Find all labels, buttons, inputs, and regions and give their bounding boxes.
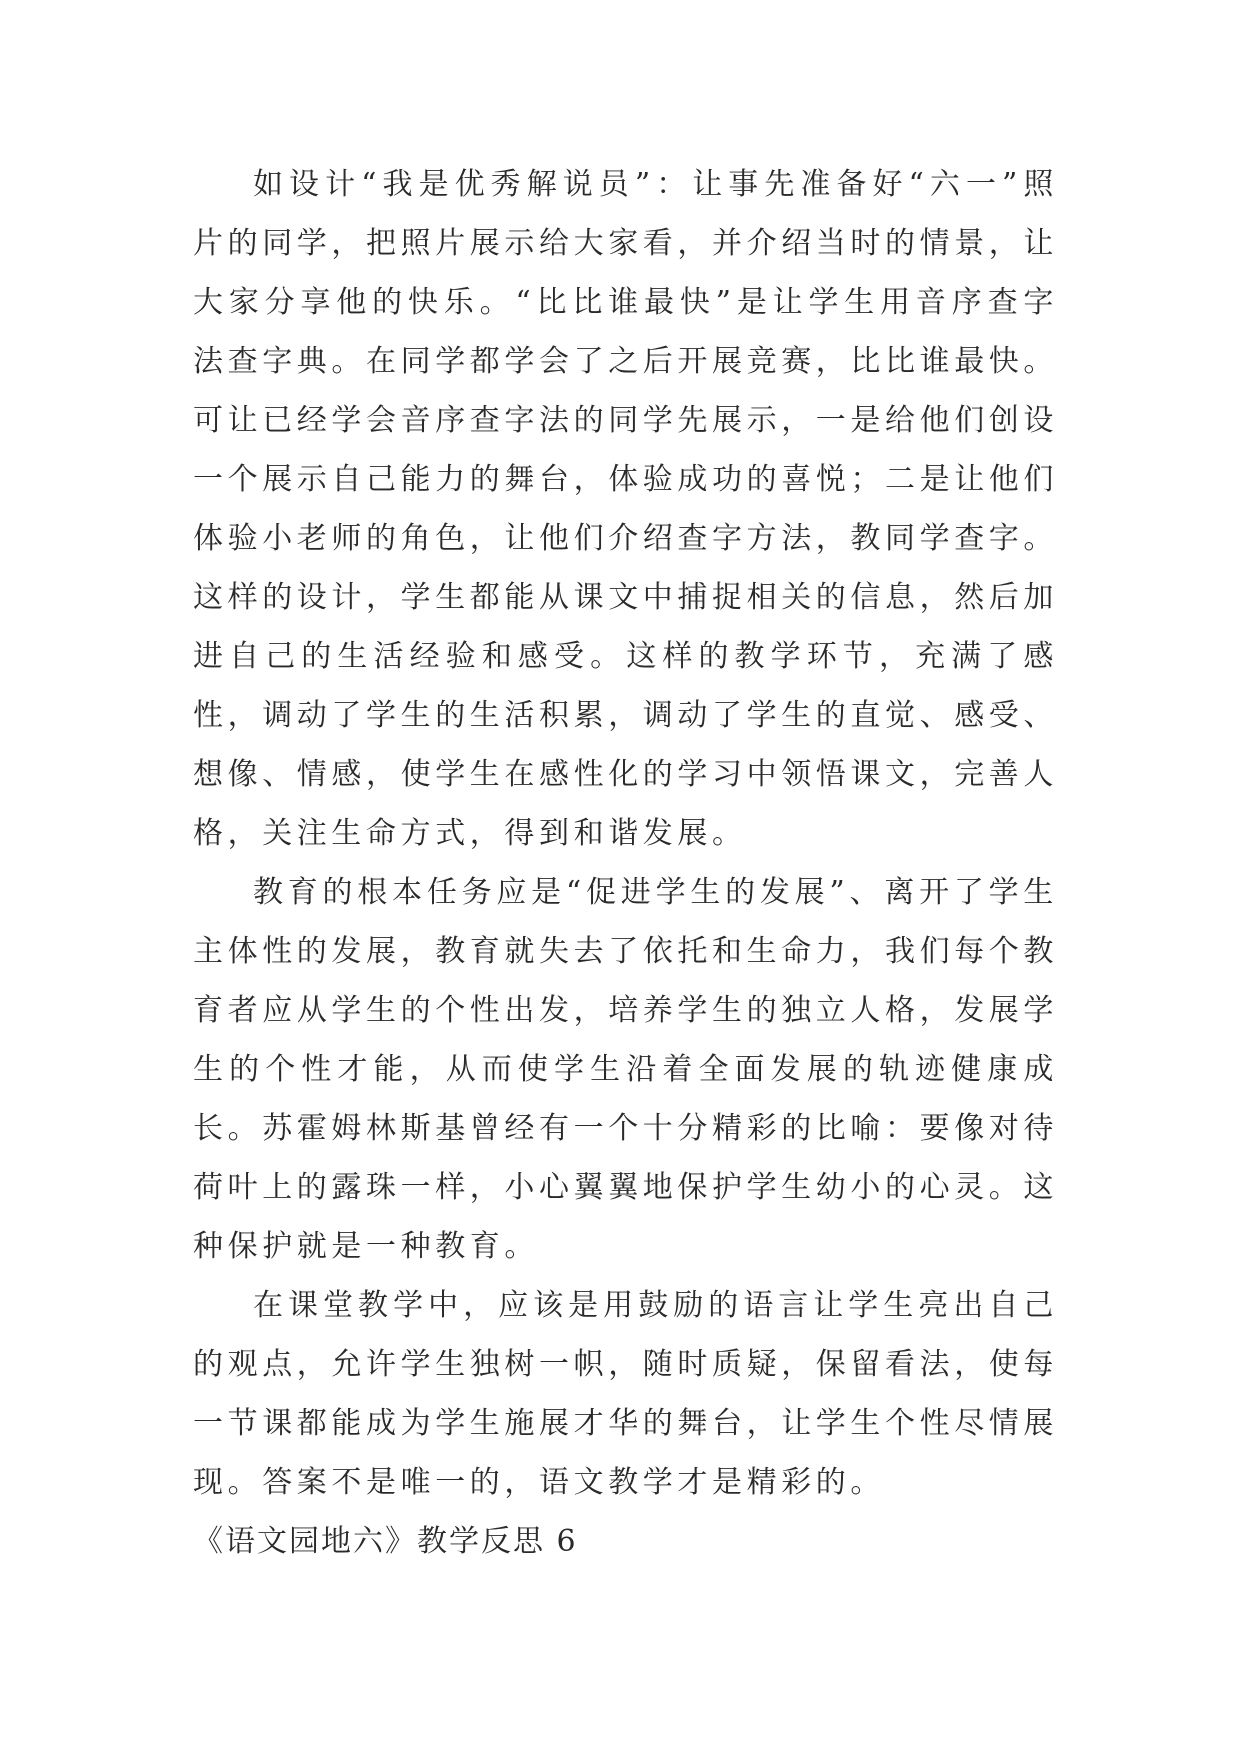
- paragraph-2: 教育的根本任务应是“促进学生的发展”、离开了学生主体性的发展，教育就失去了依托和生命力，我们每个教育者应从学生的个性出发，培养学生的独立人格，发展学生的个性才能，从而使学生沿着全面发展的轨迹健康成长。苏霍姆林斯基曾经有一个十分精彩的比喻：要像对待荷叶上的露珠一样，小心翼翼地保护学生幼小的心灵。这种保护就是一种教育。: [193, 875, 1058, 1264]
- paragraph-1: 如设计“我是优秀解说员”：让事先准备好“六一”照片的同学，把照片展示给大家看，并介绍当时的情景，让大家分享他的快乐。“比比谁最快”是让学生用音序查字法查字典。在同学都学会了之后开展竞赛，比比谁最快。可让已经学会音序查字法的同学先展示，一是给他们创设一个展示自己能力的舞台，体验成功的喜悦；二是让他们体验小老师的角色，让他们介绍查字方法，教同学查字。这样的设计，学生都能从课文中捕捉相关的信息，然后加进自己的生活经验和感受。这样的教学环节，充满了感性，调动了学生的生活积累，调动了学生的直觉、感受、想像、情感，使学生在感性化的学习中领悟课文，完善人格，关注生命方式，得到和谐发展。: [193, 167, 1058, 851]
- paragraph-3: 在课堂教学中，应该是用鼓励的语言让学生亮出自己的观点，允许学生独树一帜，随时质疑，保留看法，使每一节课都能成为学生施展才华的舞台，让学生个性尽情展现。答案不是唯一的，语文教学才是精彩的。: [193, 1288, 1058, 1500]
- section-heading: 《语文园地六》教学反思 6: [193, 1524, 578, 1559]
- document-body: [193, 155, 1058, 1571]
